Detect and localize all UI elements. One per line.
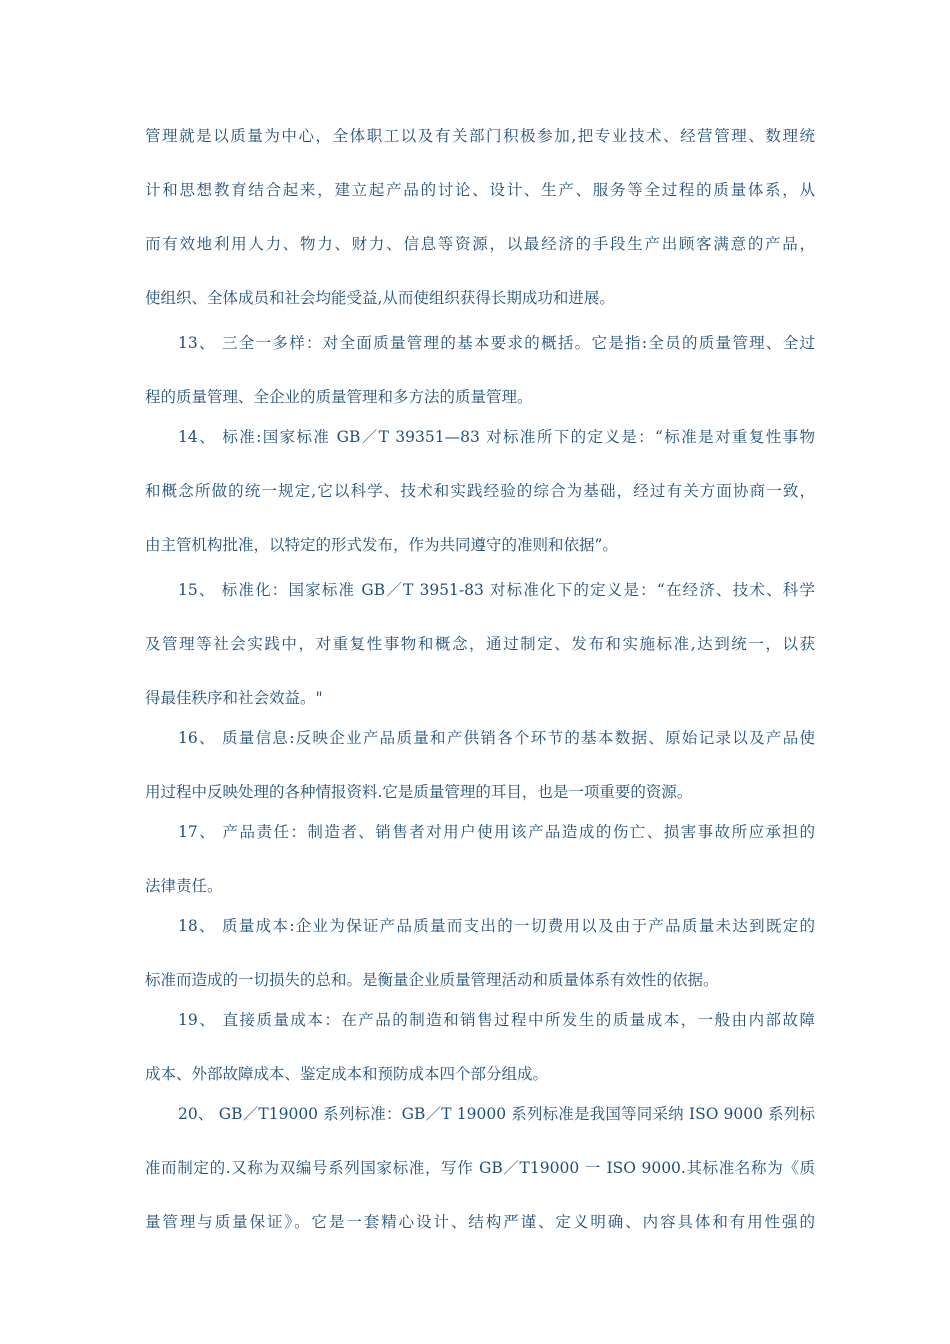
text-line: 及管理等社会实践中，对重复性事物和概念，通过制定、发布和实施标准,达到统一，以获 bbox=[145, 635, 815, 653]
text-line: 程的质量管理、全企业的质量管理和多方法的质量管理。 bbox=[145, 388, 533, 406]
text-line: 成本、外部故障成本、鉴定成本和预防成本四个部分组成。 bbox=[145, 1065, 549, 1083]
text-line: 15、 标准化：国家标准 GB／T 3951-83 对标准化下的定义是：“在经济、技术、科学 bbox=[178, 581, 815, 599]
text-line: 16、 质量信息:反映企业产品质量和产供销各个环节的基本数据、原始记录以及产品使 bbox=[178, 729, 815, 747]
text-line: 用过程中反映处理的各种情报资料.它是质量管理的耳目，也是一项重要的资源。 bbox=[145, 783, 693, 801]
text-line: 管理就是以质量为中心，全体职工以及有关部门积极参加,把专业技术、经营管理、数理统 bbox=[145, 127, 815, 145]
text-line: 使组织、全体成员和社会均能受益,从而使组织获得长期成功和进展。 bbox=[145, 289, 615, 307]
document-body bbox=[145, 121, 815, 1237]
text-line: 标准而造成的一切损失的总和。是衡量企业质量管理活动和质量体系有效性的依据。 bbox=[145, 971, 719, 989]
text-line: 17、 产品责任：制造者、销售者对用户使用该产品造成的伤亡、损害事故所应承担的 bbox=[178, 823, 815, 841]
text-line: 19、 直接质量成本：在产品的制造和销售过程中所发生的质量成本，一般由内部故障 bbox=[178, 1011, 815, 1029]
text-line: 而有效地利用人力、物力、财力、信息等资源，以最经济的手段生产出顾客满意的产品， bbox=[145, 235, 815, 253]
text-line: 法律责任。 bbox=[145, 877, 223, 895]
text-line: 计和思想教育结合起来，建立起产品的讨论、设计、生产、服务等全过程的质量体系，从 bbox=[145, 181, 815, 199]
text-line: 和概念所做的统一规定,它以科学、技术和实践经验的综合为基础，经过有关方面协商一致， bbox=[145, 482, 815, 500]
text-line: 20、 GB／T19000 系列标准：GB／T 19000 系列标准是我国等同采纳 ISO 9000 系列标 bbox=[178, 1105, 815, 1123]
text-line: 量管理与质量保证》。它是一套精心设计、结构严谨、定义明确、内容具体和有用性强的 bbox=[145, 1213, 815, 1231]
text-line: 得最佳秩序和社会效益。" bbox=[145, 689, 323, 707]
text-line: 13、 三全一多样：对全面质量管理的基本要求的概括。它是指:全员的质量管理、全过 bbox=[178, 334, 816, 352]
text-line: 准而制定的.又称为双编号系列国家标准，写作 GB／T19000 一 ISO 9000.其标准名称为《质 bbox=[145, 1159, 815, 1177]
text-line: 18、 质量成本:企业为保证产品质量而支出的一切费用以及由于产品质量未达到既定的 bbox=[178, 917, 815, 935]
text-line: 14、 标准:国家标准 GB／T 39351—83 对标准所下的定义是：“标准是对重复性事物 bbox=[178, 428, 815, 446]
text-line: 由主管机构批准，以特定的形式发布，作为共同遵守的准则和依据”。 bbox=[145, 536, 618, 554]
